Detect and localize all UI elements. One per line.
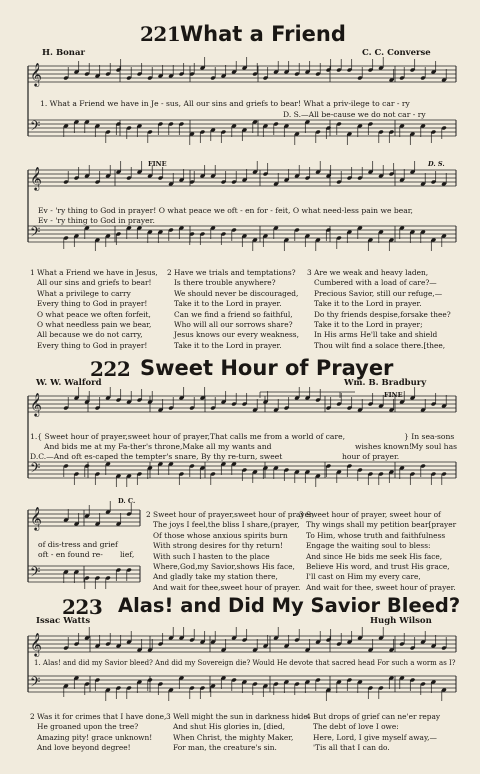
lyric-line: Ev - 'ry thing to God in prayer. <box>38 216 155 225</box>
verse-line: And wait for thee, sweet hour of prayer. <box>306 582 456 592</box>
verse-line: In His arms He'll take and shield <box>314 330 438 340</box>
verse-line: 3 Are we weak and heavy laden, <box>307 268 429 277</box>
hymn-number: 222 <box>90 357 131 381</box>
verse-line: 'Tis all that I can do. <box>313 743 390 753</box>
verse-line: Engage the waiting soul to bless: <box>306 541 431 551</box>
verse-line: O what peace we often forfeit, <box>37 309 151 319</box>
verse-3 <box>299 510 456 593</box>
verse-line: 3 Sweet hour of prayer, sweet hour of <box>299 510 441 519</box>
verse-line: Is there trouble anywhere? <box>174 278 276 288</box>
verse-1 <box>30 268 158 351</box>
verse-line: The debt of love I owe: <box>313 722 399 732</box>
verse-line: Thy wings shall my petition bear[prayer <box>306 520 457 530</box>
verse-3 <box>307 268 451 351</box>
verse-line: Every thing to God in prayer! <box>37 299 148 309</box>
lyric-line: D. S.—All be-cause we do not car - ry <box>283 110 426 119</box>
fine-mark: FINE <box>384 391 403 399</box>
lyric-line: 1. What a Friend we have in Je - sus, All our sins and griefs to bear! What a priv-ilege to car - ry <box>40 99 410 108</box>
lyric-line: of dis-tress and grief <box>38 540 118 549</box>
verse-line: And gladly take my station there, <box>153 572 278 582</box>
treble-clef-icon: 𝄞 <box>30 62 42 86</box>
verse-3 <box>166 712 308 754</box>
lyric-line: 1.{ Sweet hour of prayer,sweet hour of prayer,That calls me from a world of care, <box>30 432 345 441</box>
verse-2 <box>30 712 166 754</box>
bass-clef-icon: 𝄢 <box>30 460 41 479</box>
hymn-number: 223 <box>62 595 103 619</box>
verse-line: Thou wilt find a solace there.[thee, <box>314 340 446 350</box>
composer: Wm. B. Bradbury <box>344 378 427 388</box>
hymn-title: Sweet Hour of Prayer <box>140 356 394 380</box>
verse-line: Every thing to God in prayer! <box>37 340 148 350</box>
composer: C. C. Converse <box>362 48 431 58</box>
lyric-line: My soul has <box>411 442 457 451</box>
verse-line: He groaned upon the tree? <box>37 722 139 732</box>
lyricist: W. W. Walford <box>36 378 102 388</box>
verse-line: Who will all our sorrows share? <box>174 320 293 330</box>
verse-2 <box>167 268 299 351</box>
verse-line: I'll cast on Him my every care, <box>306 572 421 582</box>
verse-line: 3 Well might the sun in darkness hide <box>166 712 308 721</box>
verse-line: Here, Lord, I give myself away,— <box>313 732 437 742</box>
verse-line: 1 What a Friend we have in Jesus, <box>30 268 158 277</box>
verse-line: The joys I feel,the bliss I share,(prayer, <box>153 520 300 530</box>
verse-line: And wait for thee,sweet hour of prayer. <box>153 582 301 592</box>
verse-line: We should never be discouraged, <box>174 288 299 298</box>
verse-line: With such I hasten to the place <box>153 551 270 561</box>
verse-line: Believe His word, and trust His grace, <box>306 562 450 572</box>
verse-line: 2 Was it for crimes that I have done, <box>30 712 167 721</box>
ds-mark: D. S. <box>428 160 445 168</box>
composer: Hugh Wilson <box>370 616 432 626</box>
verse-line: Do thy friends despise,forsake thee? <box>314 309 451 319</box>
verse-line: All our sins and griefs to bear! <box>37 278 152 288</box>
bass-clef-icon: 𝄢 <box>30 564 41 583</box>
verse-line: Take it to the Lord in prayer. <box>314 299 422 309</box>
verse-2 <box>146 510 314 593</box>
verse-line: Take it to the Lord in prayer. <box>174 299 282 309</box>
lyric-line: hour of prayer. <box>342 452 400 461</box>
verse-line: Cumbered with a load of care?— <box>314 278 437 288</box>
treble-clef-icon: 𝄞 <box>30 392 42 416</box>
lyricist: H. Bonar <box>42 48 85 58</box>
verse-line: Amazing pity! grace unknown! <box>37 732 153 742</box>
verse-line: Where,God,my Savior,shows His face, <box>153 562 295 572</box>
verse-line: O what needless pain we bear, <box>37 320 152 330</box>
lyric-line: wishes known! <box>355 442 413 451</box>
fine-mark: FINE <box>148 160 167 168</box>
verse-line: Of those whose anxious spirits burn <box>153 530 288 540</box>
verse-line: Take it to the Lord in prayer; <box>314 320 423 330</box>
verse-line: 2 Have we trials and temptations? <box>167 268 296 277</box>
hymn-number: 221 <box>140 22 181 46</box>
verse-line: When Christ, the mighty Maker, <box>173 732 294 742</box>
verse-line: What a privilege to carry <box>37 288 131 298</box>
verse-line: 4 But drops of grief can ne'er repay <box>306 712 441 721</box>
lyric-line: } In sea-sons <box>404 432 455 441</box>
lyric-line: And bids me at my Fa-ther's throne,Make all my wants and <box>44 442 272 451</box>
verse-line: All because we do not carry, <box>37 330 143 340</box>
verse-4 <box>306 712 440 754</box>
treble-clef-icon: 𝄞 <box>30 632 42 656</box>
hymn-title: What a Friend <box>180 22 346 46</box>
lyric-line: D.C.—And oft es-caped the tempter's snare, By thy re-turn, sweet <box>30 452 283 461</box>
verse-line: And love beyond degree! <box>37 743 131 753</box>
verse-line: Precious Savior, still our refuge,— <box>314 288 443 298</box>
lyric-line: oft - en found re- <box>38 550 103 559</box>
hymn-title: Alas! and Did My Savior Bleed? <box>118 594 461 617</box>
lyric-line: lief, <box>120 550 135 559</box>
lyricist: Issac Watts <box>36 616 91 626</box>
lyric-line: 1. Alas! and did my Savior bleed? And did my Sovereign die? Would He devote that sacred head For such a worm as I? <box>34 659 456 667</box>
verse-line: 2 Sweet hour of prayer,sweet hour of prayer, <box>146 510 315 519</box>
bass-clef-icon: 𝄢 <box>30 224 41 243</box>
verse-line: To Him, whose truth and faithfulness <box>306 530 446 540</box>
verse-line: For man, the creature's sin. <box>173 743 277 753</box>
verse-line: With strong desires for thy return! <box>153 541 284 551</box>
verse-line: Take it to the Lord in prayer. <box>174 340 282 350</box>
verse-line: Jesus knows our every weakness, <box>174 330 299 340</box>
verse-line: And shut His glories in, [died, <box>173 722 285 732</box>
verse-line: Can we find a friend so faithful, <box>174 309 293 319</box>
bass-clef-icon: 𝄢 <box>30 674 41 693</box>
bass-clef-icon: 𝄢 <box>30 118 41 137</box>
verse-line: And since He bids me seek His face, <box>306 551 443 561</box>
treble-clef-icon: 𝄞 <box>30 166 42 190</box>
treble-clef-icon: 𝄞 <box>30 506 42 530</box>
lyric-line: Ev - 'ry thing to God in prayer! O what peace we oft - en for - feit, O what need-less pain we bear, <box>38 206 413 215</box>
dc-mark: D. C. <box>118 497 136 505</box>
